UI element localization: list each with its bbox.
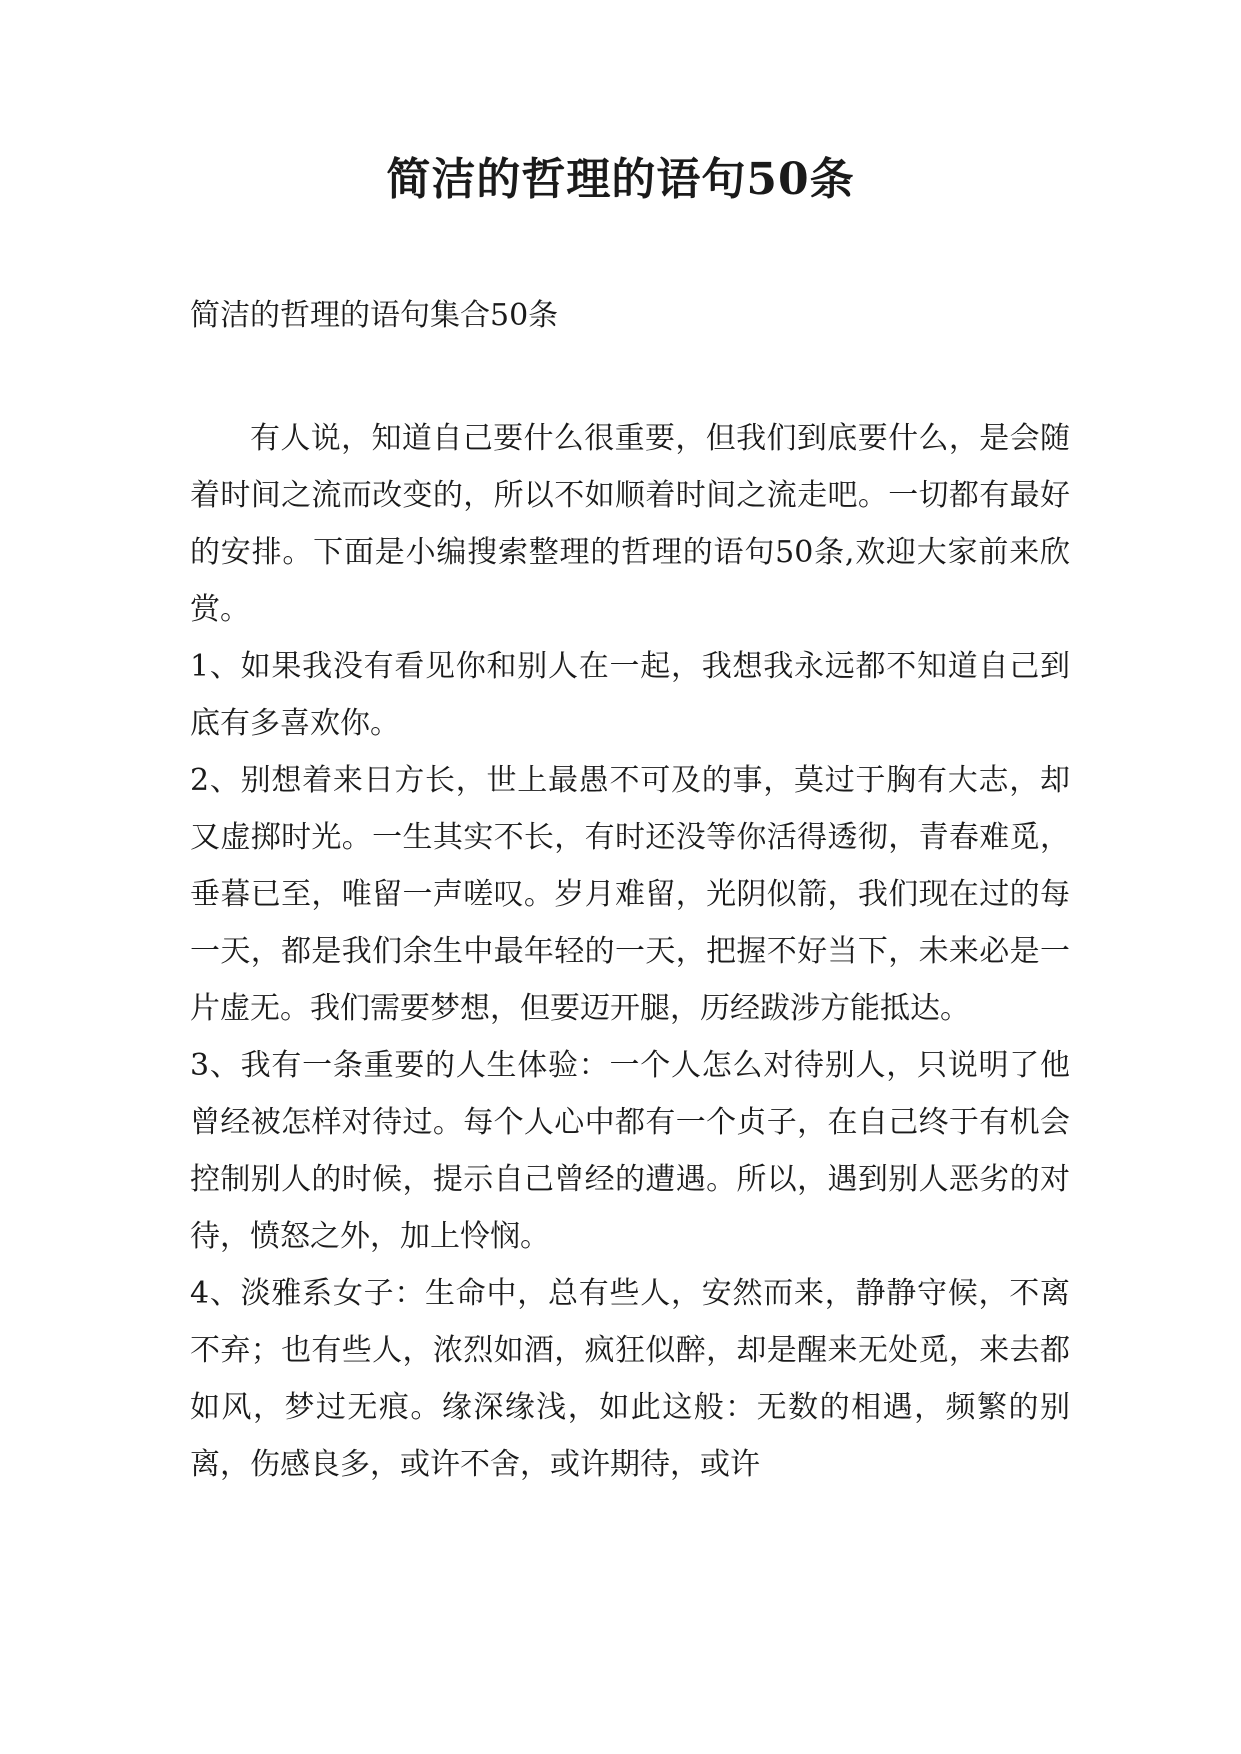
document-body xyxy=(190,410,1070,1493)
intro-paragraph: 有人说，知道自己要什么很重要，但我们到底要什么，是会随着时间之流而改变的，所以不如顺着时间之流走吧。一切都有最好的安排。下面是小编搜索整理的哲理的语句50条,欢迎大家前来欣赏。 xyxy=(190,421,1070,627)
document-title: 简洁的哲理的语句50条 xyxy=(386,154,855,205)
document-subtitle: 简洁的哲理的语句集合50条 xyxy=(190,298,559,333)
paragraph-item-4: 4、淡雅系女子：生命中，总有些人，安然而来，静静守候，不离不弃；也有些人，浓烈如酒，疯狂似醉，却是醒来无处觅，来去都如风，梦过无痕。缘深缘浅，如此这般：无数的相遇，频繁的别离，伤感良多，或许不舍，或许期待，或许 xyxy=(190,1276,1070,1482)
paragraph-item-1: 1、如果我没有看见你和别人在一起，我想我永远都不知道自己到底有多喜欢你。 xyxy=(190,649,1070,741)
paragraph-item-2: 2、别想着来日方长，世上最愚不可及的事，莫过于胸有大志，却又虚掷时光。一生其实不长，有时还没等你活得透彻，青春难觅，垂暮已至，唯留一声嗟叹。岁月难留，光阴似箭，我们现在过的每一天，都是我们余生中最年轻的一天，把握不好当下，未来必是一片虚无。我们需要梦想，但要迈开腿，历经跋涉方能抵达。 xyxy=(190,763,1070,1026)
paragraph-item-3: 3、我有一条重要的人生体验：一个人怎么对待别人，只说明了他曾经被怎样对待过。每个人心中都有一个贞子，在自己终于有机会控制别人的时候，提示自己曾经的遭遇。所以，遇到别人恶劣的对待，愤怒之外，加上怜悯。 xyxy=(190,1048,1070,1254)
